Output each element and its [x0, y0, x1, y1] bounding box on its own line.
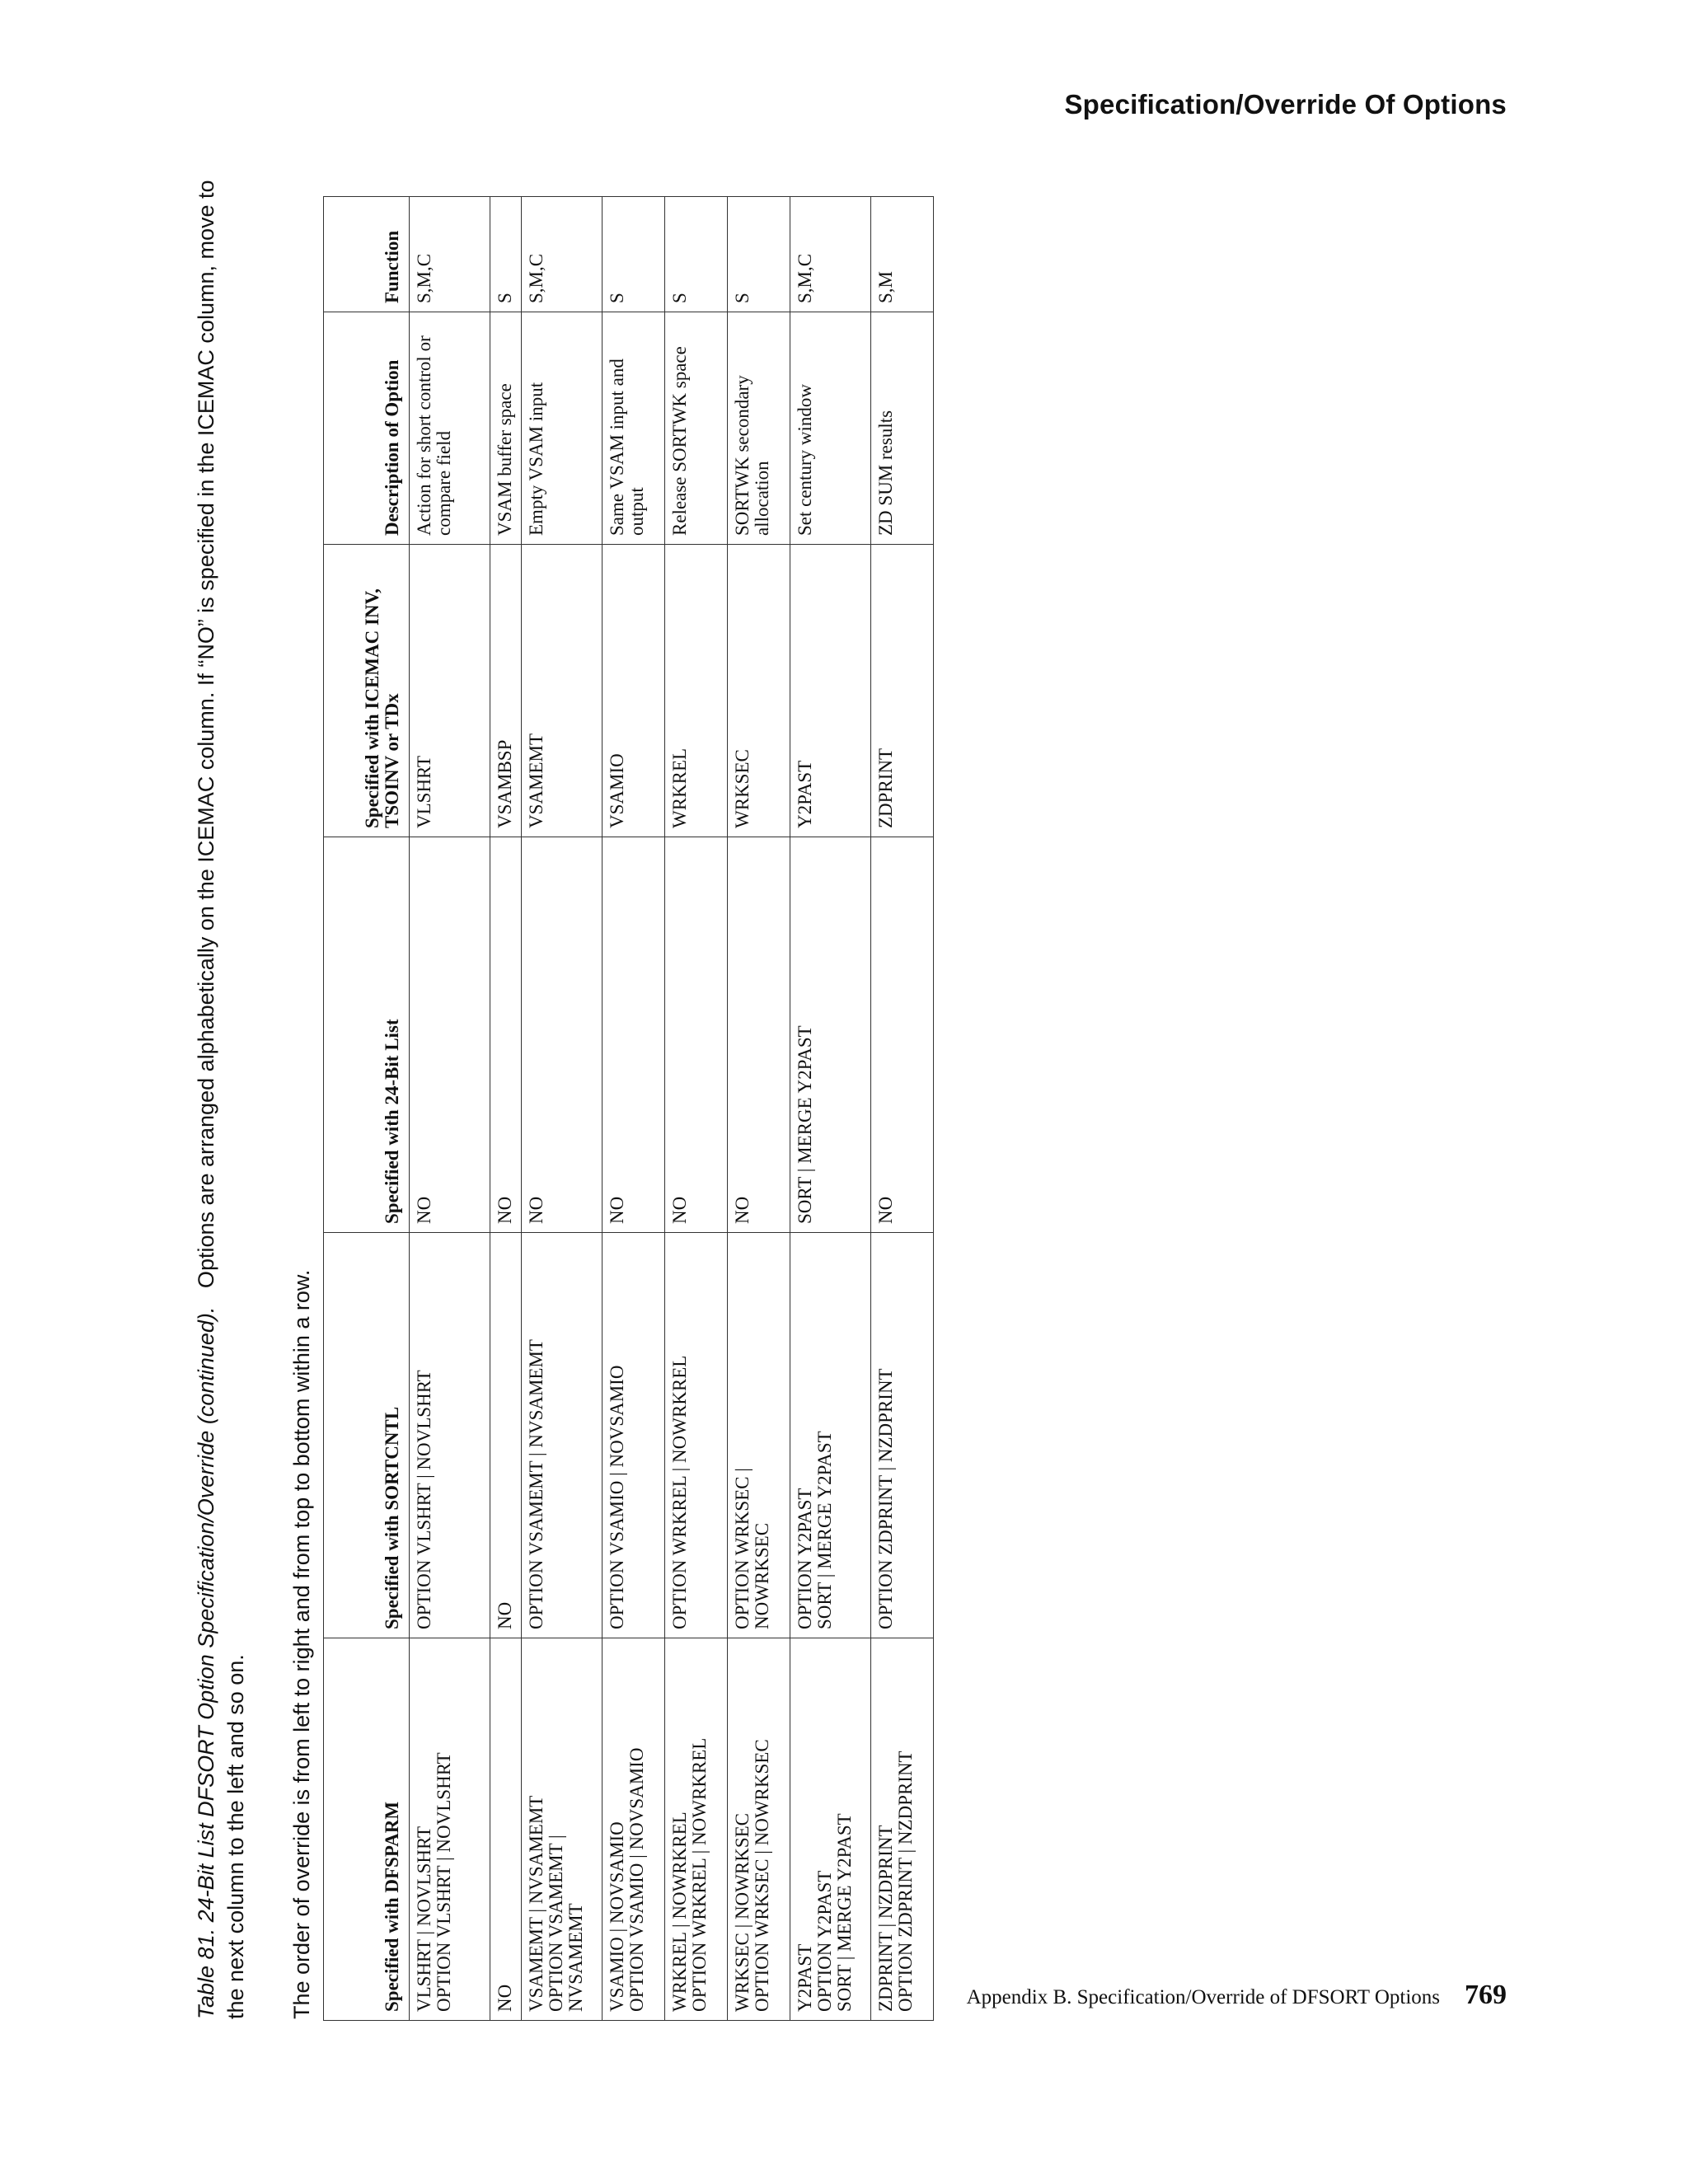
cell-description: Empty VSAM input: [522, 312, 603, 545]
cell-dfsparm: [490, 1638, 522, 2021]
cell-dfsparm: [728, 1638, 790, 2021]
cell-function: S,M,C: [410, 197, 490, 312]
cell-dfsparm: [410, 1638, 490, 2021]
cell-line: NVSAMEMT: [565, 1903, 586, 2012]
cell-line: SORT | MERGE Y2PAST: [814, 1431, 835, 1629]
cell-line: OPTION ZDPRINT | NZDPRINT: [875, 1368, 896, 1629]
running-head: Specification/Override Of Options: [1064, 89, 1507, 120]
cell-sortcntl: [871, 1233, 934, 1638]
table-caption-text: Options are arranged alphabetically on the ICEMAC column. If “NO” is specified in the ICEMAC column, move to the next column to the left and so on.: [194, 180, 248, 2019]
cell-line: OPTION ZDPRINT | NZDPRINT: [895, 1750, 916, 2012]
cell-line: NO: [495, 1601, 515, 1629]
cell-dfsparm: [522, 1638, 603, 2021]
cell-dfsparm: [790, 1638, 871, 2021]
page-number: 769: [1465, 1980, 1507, 2010]
cell-sortcntl: [728, 1233, 790, 1638]
cell-description: VSAM buffer space: [490, 312, 522, 545]
cell-icemac: VSAMIO: [603, 545, 665, 837]
cell-24bit-list: NO: [410, 837, 490, 1233]
cell-icemac: VLSHRT: [410, 545, 490, 837]
cell-line: WRKREL | NOWRKREL: [669, 1811, 690, 2012]
cell-line: OPTION VLSHRT | NOVLSHRT: [434, 1752, 454, 2012]
cell-24bit-list: NO: [871, 837, 934, 1233]
cell-24bit-list: NO: [728, 837, 790, 1233]
cell-function: S,M,C: [522, 197, 603, 312]
table-row: [603, 197, 665, 2021]
cell-icemac: WRKSEC: [728, 545, 790, 837]
cell-sortcntl: [790, 1233, 871, 1638]
cell-24bit-list: NO: [603, 837, 665, 1233]
override-order-note: The order of override is from left to right and from top to bottom within a row.: [289, 1269, 314, 2019]
header-icemac: Specified with ICEMAC INV, TSOINV or TDx: [324, 545, 410, 837]
options-table: [323, 196, 934, 2021]
table-row: [871, 197, 934, 2021]
cell-line: VSAMEMT | NVSAMEMT: [526, 1795, 546, 2012]
cell-line: OPTION VSAMEMT |: [546, 1835, 566, 2012]
cell-line: SORT | MERGE Y2PAST: [834, 1813, 855, 2012]
cell-dfsparm: [603, 1638, 665, 2021]
cell-icemac: VSAMEMT: [522, 545, 603, 837]
cell-24bit-list: NO: [522, 837, 603, 1233]
cell-function: S,M: [871, 197, 934, 312]
cell-description: Release SORTWK space: [665, 312, 728, 545]
cell-sortcntl: [665, 1233, 728, 1638]
table-caption: [191, 179, 251, 2019]
footer-text: Appendix B. Specification/Override of DFSORT Options: [966, 1986, 1440, 2008]
cell-line: OPTION VLSHRT | NOVLSHRT: [414, 1370, 434, 1629]
cell-description: Set century window: [790, 312, 871, 545]
cell-function: S,M,C: [790, 197, 871, 312]
cell-description: SORTWK secondary allocation: [728, 312, 790, 545]
cell-line: NO: [495, 1984, 515, 2012]
cell-description: Same VSAM input and output: [603, 312, 665, 545]
table-row: [728, 197, 790, 2021]
cell-icemac: ZDPRINT: [871, 545, 934, 837]
cell-line: OPTION WRKREL | NOWRKREL: [689, 1737, 710, 2012]
page-footer: [967, 1980, 1507, 2011]
cell-function: S: [603, 197, 665, 312]
cell-24bit-list: NO: [665, 837, 728, 1233]
cell-sortcntl: [490, 1233, 522, 1638]
header-dfsparm: Specified with DFSPARM: [324, 1638, 410, 2021]
cell-icemac: WRKREL: [665, 545, 728, 837]
cell-description: ZD SUM results: [871, 312, 934, 545]
table-row: [665, 197, 728, 2021]
table-header-row: [324, 197, 410, 2021]
cell-line: OPTION WRKREL | NOWRKREL: [669, 1355, 690, 1629]
cell-function: S: [490, 197, 522, 312]
cell-24bit-list: SORT | MERGE Y2PAST: [790, 837, 871, 1233]
header-sortcntl: Specified with SORTCNTL: [324, 1233, 410, 1638]
table-row: [490, 197, 522, 2021]
cell-line: OPTION WRKSEC |: [732, 1468, 753, 1629]
cell-line: WRKSEC | NOWRKSEC: [732, 1812, 753, 2012]
cell-line: NOWRKSEC: [752, 1522, 772, 1629]
cell-line: OPTION VSAMIO | NOVSAMIO: [626, 1747, 647, 2012]
cell-description: Action for short control or compare field: [410, 312, 490, 545]
cell-line: OPTION VSAMIO | NOVSAMIO: [607, 1365, 627, 1629]
cell-icemac: Y2PAST: [790, 545, 871, 837]
header-function: Function: [324, 197, 410, 312]
cell-line: OPTION Y2PAST: [795, 1488, 815, 1629]
cell-dfsparm: [871, 1638, 934, 2021]
cell-sortcntl: [603, 1233, 665, 1638]
cell-line: Y2PAST: [795, 1943, 815, 2012]
cell-icemac: VSAMBSP: [490, 545, 522, 837]
cell-24bit-list: NO: [490, 837, 522, 1233]
cell-function: S: [728, 197, 790, 312]
table-row: [790, 197, 871, 2021]
cell-line: OPTION Y2PAST: [814, 1870, 835, 2012]
table-row: [522, 197, 603, 2021]
cell-line: VSAMIO | NOVSAMIO: [607, 1821, 627, 2012]
cell-function: S: [665, 197, 728, 312]
cell-dfsparm: [665, 1638, 728, 2021]
cell-line: VLSHRT | NOVLSHRT: [414, 1825, 434, 2012]
header-24bit-list: Specified with 24-Bit List: [324, 837, 410, 1233]
table-caption-label: Table 81. 24-Bit List DFSORT Option Specification/Override (continued).: [194, 1306, 218, 2019]
header-description: Description of Option: [324, 312, 410, 545]
cell-sortcntl: [522, 1233, 603, 1638]
cell-line: ZDPRINT | NZDPRINT: [875, 1825, 896, 2012]
cell-line: OPTION VSAMEMT | NVSAMEMT: [526, 1339, 546, 1629]
rotated-table-block: [191, 179, 974, 2021]
cell-line: OPTION WRKSEC | NOWRKSEC: [752, 1739, 772, 2012]
table-row: [410, 197, 490, 2021]
cell-sortcntl: [410, 1233, 490, 1638]
